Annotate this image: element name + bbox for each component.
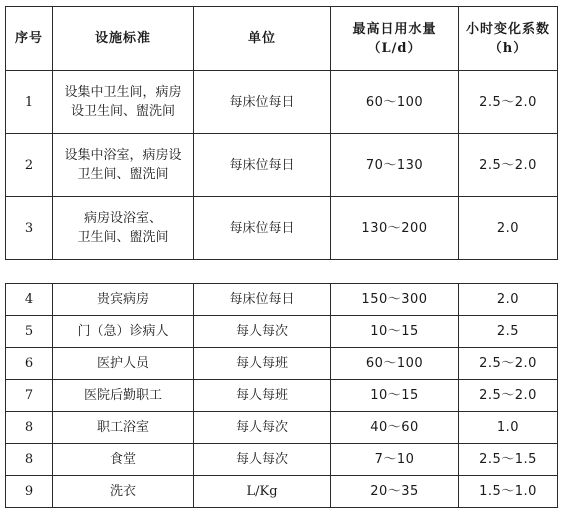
cell-facility-line: 设集中卫生间，病房	[64, 85, 182, 100]
cell-unit: 每床位每日	[194, 134, 331, 197]
header-hour-coef-unit: （h）	[488, 40, 528, 56]
cell-hour-coef: 1.5～1.0	[459, 476, 558, 508]
cell-facility	[53, 71, 194, 134]
table-row	[6, 284, 558, 316]
cell-facility: 洗衣	[53, 476, 194, 508]
cell-no: 9	[6, 476, 53, 508]
header-max-water	[331, 7, 459, 71]
cell-max-water: 60～100	[331, 348, 459, 380]
cell-facility: 医护人员	[53, 348, 194, 380]
cell-max-water: 150～300	[331, 284, 459, 316]
cell-max-water: 60～100	[331, 71, 459, 134]
water-usage-table-bottom	[5, 283, 558, 508]
cell-no: 6	[6, 348, 53, 380]
cell-facility-line: 卫生间、盥洗间	[77, 167, 169, 182]
header-max-water-label: 最高日用水量	[352, 21, 437, 37]
header-hour-coef	[459, 7, 558, 71]
cell-hour-coef: 1.0	[459, 412, 558, 444]
cell-facility	[53, 134, 194, 197]
cell-facility: 贵宾病房	[53, 284, 194, 316]
header-unit: 单位	[194, 7, 331, 71]
cell-hour-coef: 2.5～2.0	[459, 71, 558, 134]
table-row	[6, 134, 558, 197]
water-usage-table-top	[5, 6, 558, 260]
header-row	[6, 7, 558, 71]
cell-unit: 每人每班	[194, 348, 331, 380]
cell-facility-line: 设卫生间、盥洗间	[70, 104, 175, 119]
cell-no: 1	[6, 71, 53, 134]
cell-no: 3	[6, 197, 53, 260]
cell-unit: 每人每次	[194, 412, 331, 444]
cell-facility-line: 卫生间、盥洗间	[77, 230, 169, 245]
table-row	[6, 412, 558, 444]
cell-unit: 每人每次	[194, 444, 331, 476]
cell-max-water: 130～200	[331, 197, 459, 260]
cell-unit: 每人每班	[194, 380, 331, 412]
cell-max-water: 20～35	[331, 476, 459, 508]
table-row	[6, 316, 558, 348]
cell-max-water: 70～130	[331, 134, 459, 197]
cell-unit: 每床位每日	[194, 284, 331, 316]
table-row	[6, 380, 558, 412]
cell-max-water: 7～10	[331, 444, 459, 476]
cell-hour-coef: 2.5～1.5	[459, 444, 558, 476]
cell-unit: 每床位每日	[194, 197, 331, 260]
cell-no: 4	[6, 284, 53, 316]
cell-facility: 食堂	[53, 444, 194, 476]
cell-unit: L/Kg	[194, 476, 331, 508]
cell-hour-coef: 2.5	[459, 316, 558, 348]
cell-max-water: 10～15	[331, 316, 459, 348]
cell-hour-coef: 2.5～2.0	[459, 348, 558, 380]
cell-no: 5	[6, 316, 53, 348]
cell-unit: 每床位每日	[194, 71, 331, 134]
table-row	[6, 444, 558, 476]
table-row	[6, 476, 558, 508]
cell-no: 8	[6, 412, 53, 444]
table-row	[6, 197, 558, 260]
table-row	[6, 71, 558, 134]
cell-facility-line: 病房设浴室、	[83, 211, 162, 226]
cell-max-water: 40～60	[331, 412, 459, 444]
cell-facility	[53, 197, 194, 260]
cell-hour-coef: 2.5～2.0	[459, 380, 558, 412]
cell-hour-coef: 2.0	[459, 197, 558, 260]
cell-facility-line: 设集中浴室，病房设	[64, 148, 182, 163]
cell-facility: 职工浴室	[53, 412, 194, 444]
cell-max-water: 10～15	[331, 380, 459, 412]
cell-facility: 门（急）诊病人	[53, 316, 194, 348]
cell-facility: 医院后勤职工	[53, 380, 194, 412]
cell-no: 8	[6, 444, 53, 476]
header-hour-coef-label: 小时变化系数	[465, 21, 550, 37]
table-row	[6, 348, 558, 380]
header-no: 序号	[6, 7, 53, 71]
cell-no: 7	[6, 380, 53, 412]
cell-no: 2	[6, 134, 53, 197]
header-facility: 设施标准	[53, 7, 194, 71]
cell-unit: 每人每次	[194, 316, 331, 348]
header-max-water-unit: （L/d）	[367, 40, 422, 56]
cell-hour-coef: 2.0	[459, 284, 558, 316]
cell-hour-coef: 2.5～2.0	[459, 134, 558, 197]
